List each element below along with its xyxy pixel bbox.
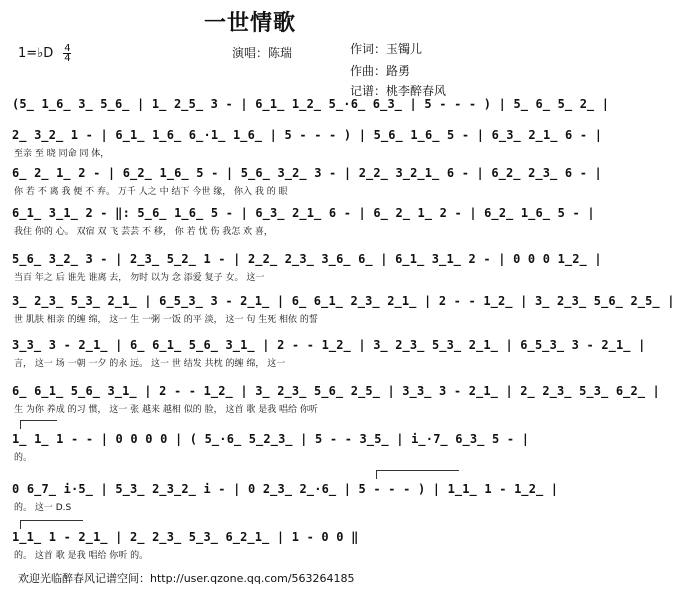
singer-credit: 演唱：陈瑞 bbox=[232, 46, 293, 60]
score-line: 0 6̲7̲ i·5̲ | 5̲3̲ 2̲3̲2̲ i - | 0 2̲3̲ 2̲·6̲ | 5 - - - ) | 1̲1̲ 1 - 1̲2̲ | bbox=[12, 482, 559, 496]
lyric-line bbox=[14, 115, 494, 127]
time-numerator: 4 bbox=[64, 43, 71, 54]
lyric-line: 的。 这一 D.S bbox=[14, 503, 72, 513]
lyric-line: 你 若 不 离 我 便 不 弃。 万千 人之 中 结下 今世 缘， 你入 我 的 眼 bbox=[14, 187, 288, 197]
time-signature bbox=[63, 44, 71, 63]
lyric-line: 世 肌肤 相亲 的缠 绵， 这一 生 一粥 一饭 的平 淡， 这一 句 生死 相依 的誓 bbox=[14, 315, 318, 325]
score-line: 6̲ 2̲ 1̲ 2 - | 6̲2̲ 1̲6̲ 5 - | 5̲6̲ 3̲2̲ 3 - | 2̲2̲ 3̲2̲1̲ 6 - | 6̲2̲ 2̲3̲ 6 - | bbox=[12, 166, 602, 180]
score-line: 6̲1̲ 3̲1̲ 2 - ‖: 5̲6̲ 1̲6̲ 5 - | 6̲3̲ 2̲1̲ 6 - | 6̲ 2̲ 1̲ 2 - | 6̲2̲ 1̲6̲ 5 - | bbox=[12, 206, 595, 220]
score-line: 2̲ 3̲2̲ 1 - | 6̲1̲ 1̲6̲ 6̲·1̲ 1̲6̲ | 5 - - - ) | 5̲6̲ 1̲6̲ 5 - | 6̲3̲ 2̲1̲ 6 - | bbox=[12, 128, 603, 142]
score-line: 5̲6̲ 3̲2̲ 3 - | 2̲3̲ 5̲2̲ 1 - | 2̲2̲ 2̲3̲ 3̲6̲ 6̲ | 6̲1̲ 3̲1̲ 2 - | 0 0 0 1̲2̲ | bbox=[12, 252, 602, 266]
lyricist-credit: 作词：玉镯儿 bbox=[350, 42, 423, 56]
composer-credit: 作曲：路勇 bbox=[350, 64, 411, 78]
score-line: 1̲1̲ 1 - 2̲1̲ | 2̲ 2̲3̲ 5̲3̲ 6̲2̲1̲ | 1 - 0 0 ‖ bbox=[12, 530, 359, 544]
lyric-line: 的。 这首 歌 是我 唱给 你听 的。 bbox=[14, 551, 149, 561]
volta-bracket bbox=[376, 470, 459, 479]
score-line: 3̲ 2̲3̲ 5̲3̲ 2̲1̲ | 6̲5̲3̲ 3 - 2̲1̲ | 6̲ 6̲1̲ 2̲3̲ 2̲1̲ | 2 - - 1̲2̲ | 3̲ 2̲3̲ 5̲6̲ 2̲5̲ | bbox=[12, 294, 675, 308]
lyric-line: 我住 你的 心。 双宿 双 飞 芸芸 不 移， 你 若 忧 伤 我怎 欢 喜， bbox=[14, 227, 273, 237]
score-line: 3̲3̲ 3 - 2̲1̲ | 6̲ 6̲1̲ 5̲6̲ 3̲1̲ | 2 - - 1̲2̲ | 3̲ 2̲3̲ 5̲3̲ 2̲1̲ | 6̲5̲3̲ 3 - 2̲1̲ | bbox=[12, 338, 646, 352]
footer-credit: 欢迎光临醉春风记谱空间：http://user.qzone.qq.com/563264185 bbox=[18, 572, 355, 585]
time-denominator: 4 bbox=[64, 53, 71, 64]
volta-bracket bbox=[20, 520, 83, 529]
transcriber-credit: 记谱：桃李醉春风 bbox=[350, 84, 447, 98]
lyric-line: 的。 bbox=[14, 453, 33, 463]
lyric-line: 当百 年之 后 谁先 谁离 去， 勿时 以为 念 添爱 复子 女。 这一 bbox=[14, 273, 265, 283]
score-line: 1̲ 1̲ 1 - - | 0 0 0 0 | ( 5̲·6̲ 5̲2̲3̲ | 5 - - 3̲5̲ | i̲·7̲ 6̲3̲ 5 - | bbox=[12, 432, 530, 446]
volta-bracket bbox=[20, 420, 57, 429]
lyric-line: 言， 这一 场 一朝 一夕 的永 远。 这一 世 结发 共枕 的缠 绵， 这一 bbox=[14, 359, 286, 369]
key-label: 1=♭D bbox=[18, 46, 54, 61]
key-signature bbox=[18, 44, 71, 63]
score-line: 6̲ 6̲1̲ 5̲6̲ 3̲1̲ | 2 - - 1̲2̲ | 3̲ 2̲3̲ 5̲6̲ 2̲5̲ | 3̲3̲ 3 - 2̲1̲ | 2̲ 2̲3̲ 5̲3̲ 6̲2̲ | bbox=[12, 384, 660, 398]
lyric-line: 至亲 至 晓 同命 同 体， bbox=[14, 149, 110, 159]
song-title: 一世情歌 bbox=[203, 10, 296, 36]
lyric-line: 生 为你 养成 的习 惯， 这一 张 越来 越相 似的 脸， 这首 歌 是我 唱给 你听 bbox=[14, 405, 318, 415]
score-line: (5̲ 1̲6̲ 3̲ 5̲6̲ | 1̲ 2̲5̲ 3 - | 6̲1̲ 1̲2̲ 5̲·6̲ 6̲3̲ | 5 - - - ) | 5̲ 6̲ 5̲ 2̲ | bbox=[12, 97, 610, 111]
